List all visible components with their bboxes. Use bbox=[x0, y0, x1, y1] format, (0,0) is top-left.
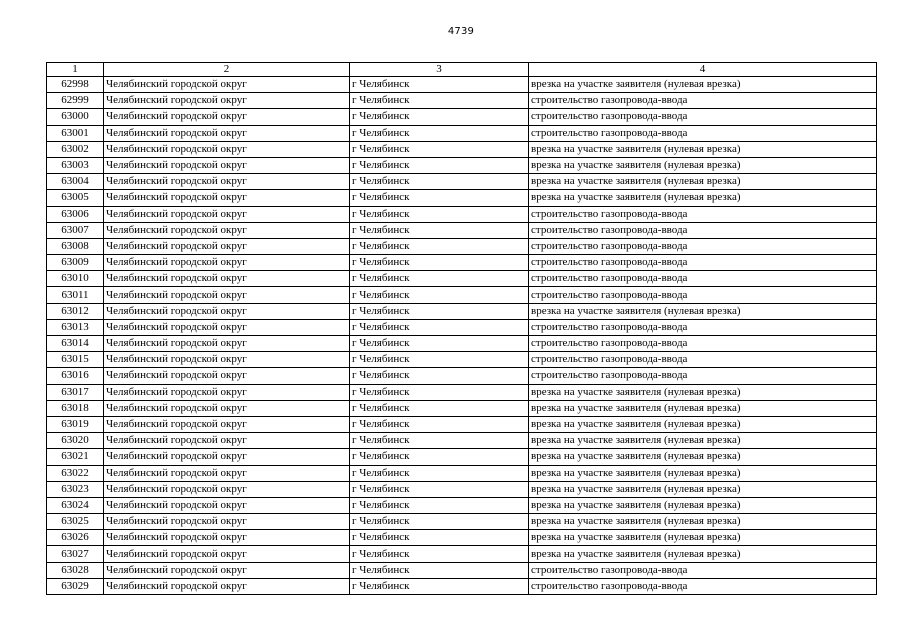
cell-district: Челябинский городской округ bbox=[104, 578, 350, 594]
cell-connection-type: врезка на участке заявителя (нулевая врезка) bbox=[529, 384, 877, 400]
cell-district: Челябинский городской округ bbox=[104, 125, 350, 141]
cell-locality: г Челябинск bbox=[350, 352, 529, 368]
table-row bbox=[47, 465, 877, 481]
cell-connection-type: врезка на участке заявителя (нулевая врезка) bbox=[529, 449, 877, 465]
cell-district: Челябинский городской округ bbox=[104, 481, 350, 497]
cell-locality: г Челябинск bbox=[350, 93, 529, 109]
cell-locality: г Челябинск bbox=[350, 562, 529, 578]
cell-number: 63011 bbox=[47, 287, 104, 303]
cell-district: Челябинский городской округ bbox=[104, 400, 350, 416]
cell-connection-type: врезка на участке заявителя (нулевая врезка) bbox=[529, 497, 877, 513]
table-row bbox=[47, 481, 877, 497]
cell-district: Челябинский городской округ bbox=[104, 449, 350, 465]
cell-locality: г Челябинск bbox=[350, 319, 529, 335]
cell-connection-type: строительство газопровода-ввода bbox=[529, 93, 877, 109]
cell-number: 63013 bbox=[47, 319, 104, 335]
cell-connection-type: врезка на участке заявителя (нулевая врезка) bbox=[529, 514, 877, 530]
table-row bbox=[47, 222, 877, 238]
table-row bbox=[47, 562, 877, 578]
cell-connection-type: строительство газопровода-ввода bbox=[529, 238, 877, 254]
cell-locality: г Челябинск bbox=[350, 174, 529, 190]
cell-locality: г Челябинск bbox=[350, 206, 529, 222]
cell-locality: г Челябинск bbox=[350, 238, 529, 254]
cell-connection-type: врезка на участке заявителя (нулевая врезка) bbox=[529, 141, 877, 157]
cell-district: Челябинский городской округ bbox=[104, 206, 350, 222]
cell-number: 62999 bbox=[47, 93, 104, 109]
cell-connection-type: строительство газопровода-ввода bbox=[529, 125, 877, 141]
cell-locality: г Челябинск bbox=[350, 271, 529, 287]
table-row bbox=[47, 433, 877, 449]
column-header-1: 1 bbox=[47, 63, 104, 77]
cell-number: 63022 bbox=[47, 465, 104, 481]
table-row bbox=[47, 255, 877, 271]
cell-number: 63002 bbox=[47, 141, 104, 157]
cell-district: Челябинский городской округ bbox=[104, 93, 350, 109]
registry-table bbox=[46, 62, 877, 595]
cell-connection-type: врезка на участке заявителя (нулевая врезка) bbox=[529, 416, 877, 432]
column-header-3: 3 bbox=[350, 63, 529, 77]
cell-connection-type: врезка на участке заявителя (нулевая врезка) bbox=[529, 174, 877, 190]
cell-number: 63001 bbox=[47, 125, 104, 141]
cell-locality: г Челябинск bbox=[350, 497, 529, 513]
table-row bbox=[47, 238, 877, 254]
cell-district: Челябинский городской округ bbox=[104, 562, 350, 578]
table-row bbox=[47, 400, 877, 416]
cell-connection-type: строительство газопровода-ввода bbox=[529, 352, 877, 368]
cell-locality: г Челябинск bbox=[350, 514, 529, 530]
cell-district: Челябинский городской округ bbox=[104, 141, 350, 157]
cell-district: Челябинский городской округ bbox=[104, 303, 350, 319]
table-row bbox=[47, 352, 877, 368]
cell-district: Челябинский городской округ bbox=[104, 416, 350, 432]
cell-number: 63014 bbox=[47, 336, 104, 352]
cell-district: Челябинский городской округ bbox=[104, 319, 350, 335]
cell-locality: г Челябинск bbox=[350, 255, 529, 271]
cell-locality: г Челябинск bbox=[350, 141, 529, 157]
cell-connection-type: врезка на участке заявителя (нулевая врезка) bbox=[529, 481, 877, 497]
cell-district: Челябинский городской округ bbox=[104, 77, 350, 93]
cell-district: Челябинский городской округ bbox=[104, 433, 350, 449]
cell-locality: г Челябинск bbox=[350, 303, 529, 319]
cell-connection-type: строительство газопровода-ввода bbox=[529, 206, 877, 222]
cell-district: Челябинский городской округ bbox=[104, 190, 350, 206]
cell-connection-type: строительство газопровода-ввода bbox=[529, 287, 877, 303]
cell-locality: г Челябинск bbox=[350, 433, 529, 449]
cell-district: Челябинский городской округ bbox=[104, 336, 350, 352]
table-row bbox=[47, 546, 877, 562]
column-header-2: 2 bbox=[104, 63, 350, 77]
cell-locality: г Челябинск bbox=[350, 368, 529, 384]
cell-locality: г Челябинск bbox=[350, 125, 529, 141]
cell-locality: г Челябинск bbox=[350, 400, 529, 416]
cell-number: 63009 bbox=[47, 255, 104, 271]
cell-locality: г Челябинск bbox=[350, 465, 529, 481]
cell-number: 63027 bbox=[47, 546, 104, 562]
table-row bbox=[47, 449, 877, 465]
cell-district: Челябинский городской округ bbox=[104, 287, 350, 303]
cell-locality: г Челябинск bbox=[350, 190, 529, 206]
table-row bbox=[47, 319, 877, 335]
cell-locality: г Челябинск bbox=[350, 530, 529, 546]
cell-number: 62998 bbox=[47, 77, 104, 93]
table-row bbox=[47, 206, 877, 222]
cell-number: 63026 bbox=[47, 530, 104, 546]
cell-district: Челябинский городской округ bbox=[104, 514, 350, 530]
cell-locality: г Челябинск bbox=[350, 546, 529, 562]
cell-connection-type: строительство газопровода-ввода bbox=[529, 336, 877, 352]
table-body bbox=[47, 77, 877, 595]
cell-connection-type: строительство газопровода-ввода bbox=[529, 319, 877, 335]
table-row bbox=[47, 578, 877, 594]
cell-connection-type: строительство газопровода-ввода bbox=[529, 222, 877, 238]
table-row bbox=[47, 514, 877, 530]
cell-locality: г Челябинск bbox=[350, 77, 529, 93]
cell-connection-type: врезка на участке заявителя (нулевая врезка) bbox=[529, 157, 877, 173]
table-row bbox=[47, 93, 877, 109]
cell-locality: г Челябинск bbox=[350, 287, 529, 303]
cell-connection-type: строительство газопровода-ввода bbox=[529, 271, 877, 287]
cell-number: 63016 bbox=[47, 368, 104, 384]
cell-number: 63003 bbox=[47, 157, 104, 173]
cell-number: 63024 bbox=[47, 497, 104, 513]
cell-connection-type: врезка на участке заявителя (нулевая врезка) bbox=[529, 190, 877, 206]
cell-number: 63025 bbox=[47, 514, 104, 530]
cell-number: 63008 bbox=[47, 238, 104, 254]
cell-connection-type: врезка на участке заявителя (нулевая врезка) bbox=[529, 77, 877, 93]
cell-number: 63029 bbox=[47, 578, 104, 594]
table-row bbox=[47, 271, 877, 287]
cell-district: Челябинский городской округ bbox=[104, 174, 350, 190]
cell-district: Челябинский городской округ bbox=[104, 546, 350, 562]
table-header-row bbox=[47, 63, 877, 77]
table-row bbox=[47, 303, 877, 319]
page-number: 4739 bbox=[447, 26, 475, 37]
cell-number: 63018 bbox=[47, 400, 104, 416]
cell-district: Челябинский городской округ bbox=[104, 352, 350, 368]
cell-district: Челябинский городской округ bbox=[104, 157, 350, 173]
cell-number: 63007 bbox=[47, 222, 104, 238]
cell-number: 63023 bbox=[47, 481, 104, 497]
cell-connection-type: строительство газопровода-ввода bbox=[529, 562, 877, 578]
cell-number: 63019 bbox=[47, 416, 104, 432]
cell-number: 63020 bbox=[47, 433, 104, 449]
cell-number: 63017 bbox=[47, 384, 104, 400]
table-row bbox=[47, 416, 877, 432]
cell-district: Челябинский городской округ bbox=[104, 109, 350, 125]
cell-connection-type: строительство газопровода-ввода bbox=[529, 578, 877, 594]
cell-district: Челябинский городской округ bbox=[104, 497, 350, 513]
table-row bbox=[47, 174, 877, 190]
table-row bbox=[47, 141, 877, 157]
cell-connection-type: строительство газопровода-ввода bbox=[529, 109, 877, 125]
cell-number: 63006 bbox=[47, 206, 104, 222]
cell-locality: г Челябинск bbox=[350, 157, 529, 173]
table-row bbox=[47, 384, 877, 400]
cell-locality: г Челябинск bbox=[350, 222, 529, 238]
cell-number: 63021 bbox=[47, 449, 104, 465]
cell-number: 63000 bbox=[47, 109, 104, 125]
cell-connection-type: врезка на участке заявителя (нулевая врезка) bbox=[529, 303, 877, 319]
cell-district: Челябинский городской округ bbox=[104, 222, 350, 238]
cell-district: Челябинский городской округ bbox=[104, 271, 350, 287]
cell-locality: г Челябинск bbox=[350, 109, 529, 125]
table-row bbox=[47, 125, 877, 141]
table-row bbox=[47, 190, 877, 206]
cell-district: Челябинский городской округ bbox=[104, 255, 350, 271]
cell-locality: г Челябинск bbox=[350, 416, 529, 432]
table-row bbox=[47, 287, 877, 303]
cell-number: 63005 bbox=[47, 190, 104, 206]
cell-connection-type: строительство газопровода-ввода bbox=[529, 368, 877, 384]
cell-locality: г Челябинск bbox=[350, 336, 529, 352]
table-row bbox=[47, 336, 877, 352]
cell-district: Челябинский городской округ bbox=[104, 465, 350, 481]
cell-connection-type: врезка на участке заявителя (нулевая врезка) bbox=[529, 465, 877, 481]
cell-number: 63015 bbox=[47, 352, 104, 368]
cell-connection-type: врезка на участке заявителя (нулевая врезка) bbox=[529, 530, 877, 546]
table-row bbox=[47, 109, 877, 125]
table-row bbox=[47, 368, 877, 384]
cell-connection-type: врезка на участке заявителя (нулевая врезка) bbox=[529, 400, 877, 416]
cell-district: Челябинский городской округ bbox=[104, 384, 350, 400]
cell-locality: г Челябинск bbox=[350, 449, 529, 465]
cell-connection-type: врезка на участке заявителя (нулевая врезка) bbox=[529, 546, 877, 562]
cell-number: 63010 bbox=[47, 271, 104, 287]
cell-district: Челябинский городской округ bbox=[104, 238, 350, 254]
table-row bbox=[47, 157, 877, 173]
cell-locality: г Челябинск bbox=[350, 384, 529, 400]
table-row bbox=[47, 77, 877, 93]
cell-number: 63004 bbox=[47, 174, 104, 190]
cell-number: 63028 bbox=[47, 562, 104, 578]
table-row bbox=[47, 530, 877, 546]
cell-district: Челябинский городской округ bbox=[104, 530, 350, 546]
cell-connection-type: врезка на участке заявителя (нулевая врезка) bbox=[529, 433, 877, 449]
cell-district: Челябинский городской округ bbox=[104, 368, 350, 384]
column-header-4: 4 bbox=[529, 63, 877, 77]
cell-number: 63012 bbox=[47, 303, 104, 319]
cell-connection-type: строительство газопровода-ввода bbox=[529, 255, 877, 271]
cell-locality: г Челябинск bbox=[350, 481, 529, 497]
cell-locality: г Челябинск bbox=[350, 578, 529, 594]
table-row bbox=[47, 497, 877, 513]
